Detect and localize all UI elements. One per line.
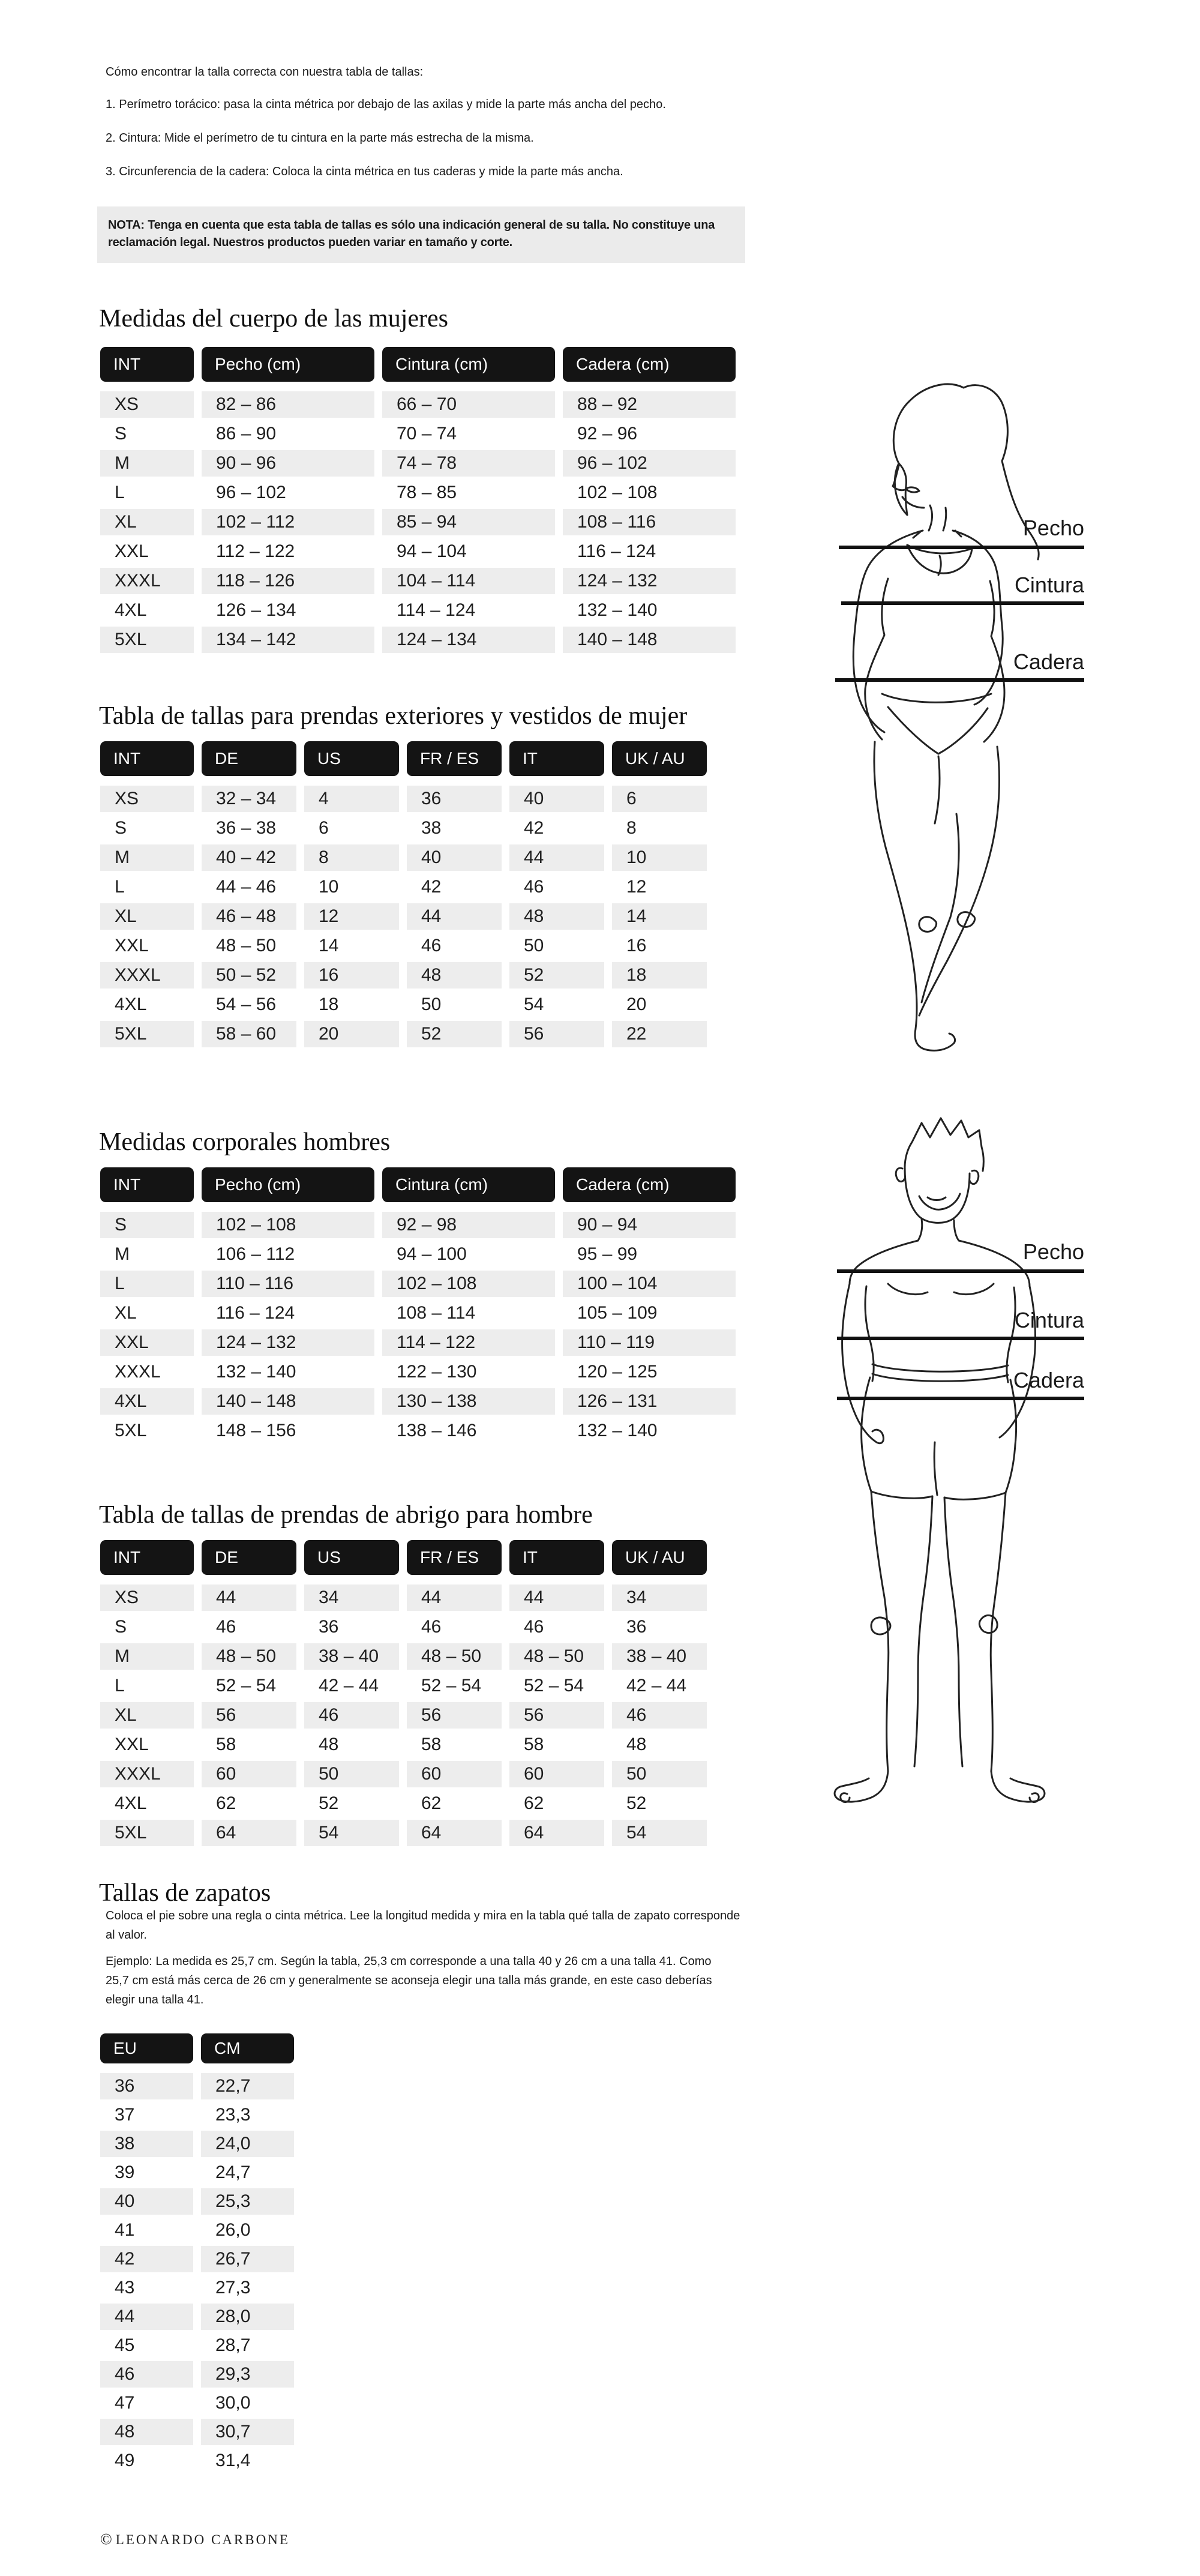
table-cell: XS — [100, 391, 194, 418]
table-cell: 52 — [407, 1021, 502, 1047]
table-cell: 40 — [509, 786, 604, 812]
shoes-table-rows — [100, 2073, 294, 2474]
table-cell: 20 — [626, 995, 647, 1014]
table-cell: 116 – 124 — [577, 541, 656, 561]
table-cell: 34 — [612, 1584, 707, 1611]
male-beard — [919, 1194, 960, 1209]
table-cell: 24,7 — [215, 2162, 251, 2182]
table-cell: 44 — [509, 1584, 604, 1611]
table-cell: 108 – 116 — [563, 509, 736, 535]
table-cell: 10 — [319, 877, 339, 897]
male-waistband — [872, 1364, 1008, 1381]
table-cell: 52 – 54 — [421, 1676, 482, 1696]
table-cell: 47 — [115, 2393, 135, 2413]
intro-step-waist: 2. Cintura: Mide el perímetro de tu cintura en la parte más estrecha de la misma. — [106, 131, 534, 145]
note-box: NOTA: Tenga en cuenta que esta tabla de tallas es sólo una indicación general de su talla. No constituye una reclamación legal. Nuestros productos pueden variar en tamaño y corte. — [97, 206, 745, 263]
table-cell: 22,7 — [201, 2073, 294, 2099]
women-body-table-rows — [100, 391, 736, 653]
table-cell: 48 — [319, 1735, 339, 1754]
table-cell: 14 — [612, 903, 707, 930]
table-cell: 50 — [612, 1761, 707, 1787]
table-cell: 48 – 50 — [216, 936, 277, 955]
table-cell: 132 – 140 — [216, 1362, 296, 1382]
table-cell: XXL — [115, 541, 149, 561]
column-header: IT — [509, 741, 604, 776]
male-shorts — [862, 1377, 1016, 1499]
table-cell: 46 — [100, 2361, 193, 2388]
table-cell: 90 – 94 — [563, 1212, 736, 1238]
men-outer-table-header — [100, 1540, 707, 1575]
column-header: UK / AU — [612, 741, 707, 776]
table-cell: 110 – 116 — [202, 1271, 374, 1297]
table-cell: 14 — [319, 936, 339, 955]
table-cell: L — [115, 877, 125, 897]
table-cell: XL — [100, 1702, 194, 1729]
female-inner-leg-lines — [922, 756, 959, 1002]
table-cell: 8 — [304, 844, 399, 871]
table-cell: 94 – 100 — [397, 1244, 467, 1264]
table-cell: 38 — [100, 2131, 193, 2157]
table-cell: 42 — [524, 818, 544, 838]
section-title-men-body: Medidas corporales hombres — [99, 1128, 391, 1156]
table-cell: 46 — [304, 1702, 399, 1729]
table-cell: 36 – 38 — [216, 818, 277, 838]
table-cell: M — [100, 450, 194, 477]
table-cell: XXL — [100, 1329, 194, 1356]
table-cell: 86 – 90 — [216, 424, 277, 444]
table-cell: 36 — [319, 1617, 339, 1637]
men-outer-table-rows — [100, 1584, 707, 1846]
table-cell: XL — [115, 1303, 137, 1323]
table-cell: 44 — [407, 1584, 502, 1611]
column-header: EU — [100, 2033, 193, 2063]
female-figure-illustration — [817, 358, 1087, 1060]
table-cell: 38 – 40 — [612, 1643, 707, 1670]
table-cell: 60 — [509, 1761, 604, 1787]
table-cell: 38 — [421, 818, 442, 838]
table-cell: 48 – 50 — [509, 1643, 604, 1670]
table-cell: XXL — [115, 936, 149, 955]
table-cell: 20 — [304, 1021, 399, 1047]
table-cell: 48 — [407, 962, 502, 989]
table-cell: 30,7 — [201, 2419, 294, 2445]
table-cell: 92 – 96 — [577, 424, 638, 444]
table-cell: 42 — [421, 877, 442, 897]
table-cell: 36 — [100, 2073, 193, 2099]
table-cell: 108 – 114 — [397, 1303, 476, 1323]
table-cell: 54 — [524, 995, 544, 1014]
column-header: INT — [100, 741, 194, 776]
table-cell: 43 — [115, 2278, 135, 2298]
table-cell: 39 — [115, 2162, 135, 2182]
women-outer-table-header — [100, 741, 707, 776]
female-lips — [906, 487, 919, 492]
table-cell: 124 – 132 — [202, 1329, 374, 1356]
table-cell: S — [115, 818, 127, 838]
table-cell: 120 – 125 — [577, 1362, 658, 1382]
male-left-foot — [835, 1771, 888, 1802]
male-neck-shoulders — [850, 1219, 1030, 1286]
footer-brand — [100, 2530, 290, 2548]
table-cell: 88 – 92 — [563, 391, 736, 418]
table-cell: 6 — [319, 818, 329, 838]
table-cell: 102 – 112 — [202, 509, 374, 535]
table-cell: 60 — [202, 1761, 296, 1787]
table-cell: 44 — [407, 903, 502, 930]
table-cell: 41 — [115, 2220, 135, 2240]
table-cell: 100 – 104 — [563, 1271, 736, 1297]
shoes-instruction-paragraph: Coloca el pie sobre una regla o cinta métrica. Lee la longitud medida y mira en la tabla qué talla de zapato corresponde al valor. — [106, 1909, 740, 1942]
table-cell: 105 – 109 — [577, 1303, 658, 1323]
table-cell: 96 – 102 — [216, 483, 286, 502]
column-header: INT — [100, 1167, 194, 1202]
table-cell: 5XL — [115, 1421, 147, 1440]
table-cell: L — [100, 1271, 194, 1297]
table-cell: 138 – 146 — [397, 1421, 477, 1440]
column-header: FR / ES — [407, 1540, 502, 1575]
table-cell: 50 — [524, 936, 544, 955]
table-cell: 46 — [216, 1617, 236, 1637]
female-left-foot — [915, 1029, 955, 1050]
table-cell: 5XL — [100, 1021, 194, 1047]
shoes-example-paragraph: Ejemplo: La medida es 25,7 cm. Según la tabla, 25,3 cm corresponde a una talla 40 y 26 cm a una talla 41. Como 25,7 cm está más cerca de 26 cm y generalmente se aconseja elegir una talla más grande, en este caso deberías elegir una talla 41. — [106, 1955, 712, 2006]
male-right-leg — [944, 1493, 1006, 1771]
table-cell: 94 – 104 — [397, 541, 467, 561]
table-cell: 124 – 132 — [563, 568, 736, 594]
hip-label: Cadera — [1013, 1368, 1084, 1392]
table-cell: S — [115, 1617, 127, 1637]
brand-name: LEONARDO CARBONE — [115, 2532, 290, 2547]
hip-label: Cadera — [1013, 649, 1084, 674]
column-header: INT — [100, 347, 194, 382]
table-cell: 114 – 124 — [397, 600, 476, 620]
table-cell: 4XL — [100, 1388, 194, 1415]
table-cell: 28,7 — [215, 2335, 251, 2355]
table-cell: 50 – 52 — [202, 962, 296, 989]
table-cell: S — [115, 424, 127, 444]
column-header: Cadera (cm) — [563, 347, 736, 382]
female-neck — [929, 505, 946, 531]
table-cell: 85 – 94 — [382, 509, 555, 535]
copyright-icon: © — [100, 2530, 112, 2548]
column-header: US — [304, 741, 399, 776]
table-cell: 78 – 85 — [397, 483, 457, 502]
table-cell: 18 — [612, 962, 707, 989]
men-body-table-header — [100, 1167, 736, 1202]
table-cell: 56 — [509, 1021, 604, 1047]
intro-heading: Cómo encontrar la talla correcta con nuestra tabla de tallas: — [106, 65, 424, 79]
table-cell: 62 — [524, 1793, 544, 1813]
female-bikini-top — [907, 531, 972, 575]
section-title-men-outer: Tabla de tallas de prendas de abrigo para hombre — [99, 1500, 593, 1529]
table-cell: XXXL — [115, 1362, 161, 1382]
table-cell: 50 — [421, 995, 442, 1014]
table-cell: 95 – 99 — [577, 1244, 638, 1264]
column-header: FR / ES — [407, 741, 502, 776]
male-left-leg — [871, 1491, 932, 1771]
waist-label: Cintura — [1014, 573, 1084, 597]
table-cell: 126 – 134 — [216, 600, 296, 620]
table-cell: 60 — [407, 1761, 502, 1787]
table-cell: 140 – 148 — [563, 627, 736, 653]
table-cell: 25,3 — [201, 2188, 294, 2215]
men-body-table-rows — [100, 1212, 736, 1444]
table-cell: 106 – 112 — [216, 1244, 295, 1264]
table-cell: L — [115, 483, 125, 502]
table-cell: S — [100, 1212, 194, 1238]
table-cell: 64 — [202, 1820, 296, 1846]
table-cell: 40 – 42 — [202, 844, 296, 871]
table-cell: 4 — [304, 786, 399, 812]
intro-step-hip: 3. Circunferencia de la cadera: Coloca la cinta métrica en tus caderas y mide la parte más ancha. — [106, 165, 623, 178]
table-cell: 46 — [524, 877, 544, 897]
table-cell: 44 — [202, 1584, 296, 1611]
table-cell: 134 – 142 — [202, 627, 374, 653]
female-bikini-bottom — [882, 694, 991, 754]
table-cell: 126 – 131 — [563, 1388, 736, 1415]
table-cell: 54 — [612, 1820, 707, 1846]
table-cell: 56 — [509, 1702, 604, 1729]
table-cell: 62 — [421, 1793, 442, 1813]
male-figure-illustration — [804, 1106, 1086, 1838]
table-cell: 27,3 — [215, 2278, 251, 2298]
table-cell: 36 — [626, 1617, 647, 1637]
table-cell: 110 – 119 — [563, 1329, 736, 1356]
table-cell: M — [100, 844, 194, 871]
table-cell: 56 — [407, 1702, 502, 1729]
table-cell: 48 – 50 — [407, 1643, 502, 1670]
column-header: DE — [202, 741, 296, 776]
table-cell: 132 – 140 — [577, 600, 658, 620]
table-cell: 46 — [524, 1617, 544, 1637]
table-cell: 46 — [421, 1617, 442, 1637]
table-cell: 31,4 — [215, 2451, 251, 2470]
chest-label: Pecho — [1022, 516, 1084, 540]
table-cell: 29,3 — [201, 2361, 294, 2388]
table-cell: 44 – 46 — [216, 877, 277, 897]
male-ears — [896, 1168, 979, 1184]
section-title-women-outer: Tabla de tallas para prendas exteriores y vestidos de mujer — [99, 702, 688, 730]
table-cell: 8 — [626, 818, 637, 838]
women-outer-table-rows — [100, 786, 707, 1047]
male-pecs — [888, 1284, 994, 1295]
column-header: DE — [202, 1540, 296, 1575]
male-right-foot — [991, 1771, 1045, 1802]
table-cell: 116 – 124 — [216, 1303, 295, 1323]
table-cell: 48 — [626, 1735, 647, 1754]
table-cell: 16 — [304, 962, 399, 989]
table-cell: 62 — [216, 1793, 236, 1813]
table-cell: 40 — [407, 844, 502, 871]
table-cell: 24,0 — [201, 2131, 294, 2157]
table-cell: 64 — [509, 1820, 604, 1846]
table-cell: 34 — [304, 1584, 399, 1611]
table-cell: 42 — [100, 2246, 193, 2272]
column-header: Cintura (cm) — [382, 1167, 555, 1202]
table-cell: 26,0 — [215, 2220, 251, 2240]
table-cell: M — [115, 1244, 130, 1264]
table-cell: 16 — [626, 936, 647, 955]
table-cell: 140 – 148 — [202, 1388, 374, 1415]
table-cell: 52 – 54 — [524, 1676, 584, 1696]
chest-label: Pecho — [1022, 1239, 1084, 1264]
column-header: Pecho (cm) — [202, 347, 374, 382]
table-cell: 148 – 156 — [216, 1421, 296, 1440]
table-cell: 42 – 44 — [319, 1676, 379, 1696]
table-cell: XXXL — [100, 568, 194, 594]
shoes-table-header — [100, 2033, 294, 2063]
table-cell: 46 — [612, 1702, 707, 1729]
table-cell: XXXL — [100, 1761, 194, 1787]
section-title-women-body: Medidas del cuerpo de las mujeres — [99, 304, 448, 333]
table-cell: 52 — [509, 962, 604, 989]
table-cell: XL — [100, 903, 194, 930]
table-cell: 58 — [524, 1735, 544, 1754]
table-cell: 54 — [304, 1820, 399, 1846]
column-header: IT — [509, 1540, 604, 1575]
intro-step-chest: 1. Perímetro torácico: pasa la cinta métrica por debajo de las axilas y mide la parte más ancha del pecho. — [106, 98, 666, 111]
column-header: Cintura (cm) — [382, 347, 555, 382]
table-cell: 44 — [509, 844, 604, 871]
table-cell: 104 – 114 — [382, 568, 555, 594]
table-cell: 74 – 78 — [382, 450, 555, 477]
column-header: Cadera (cm) — [563, 1167, 736, 1202]
table-cell: 45 — [115, 2335, 135, 2355]
table-cell: 23,3 — [215, 2105, 251, 2125]
table-cell: L — [115, 1676, 125, 1696]
table-cell: 102 – 108 — [577, 483, 658, 502]
table-cell: 4XL — [115, 995, 147, 1014]
table-cell: 48 — [509, 903, 604, 930]
table-cell: XL — [100, 509, 194, 535]
female-right-leg — [919, 747, 999, 1016]
table-cell: 64 — [407, 1820, 502, 1846]
column-header: Pecho (cm) — [202, 1167, 374, 1202]
table-cell: 12 — [304, 903, 399, 930]
column-header: UK / AU — [612, 1540, 707, 1575]
table-cell: 30,0 — [215, 2393, 251, 2413]
waist-label: Cintura — [1014, 1308, 1084, 1332]
table-cell: 52 — [626, 1793, 647, 1813]
table-cell: 132 – 140 — [577, 1421, 658, 1440]
table-cell: 58 – 60 — [202, 1021, 296, 1047]
column-header: CM — [201, 2033, 294, 2063]
table-cell: 46 — [421, 936, 442, 955]
table-cell: 54 – 56 — [216, 995, 277, 1014]
table-cell: 5XL — [100, 1820, 194, 1846]
table-cell: 40 — [100, 2188, 193, 2215]
table-cell: 50 — [304, 1761, 399, 1787]
table-cell: 58 — [216, 1735, 236, 1754]
table-cell: 114 – 122 — [382, 1329, 555, 1356]
table-cell: M — [100, 1643, 194, 1670]
table-cell: 70 – 74 — [397, 424, 457, 444]
table-cell: 112 – 122 — [216, 541, 295, 561]
table-cell: 5XL — [100, 627, 194, 653]
male-knee-loops — [871, 1615, 997, 1634]
table-cell: XS — [100, 786, 194, 812]
table-cell: 66 – 70 — [382, 391, 555, 418]
table-cell: 49 — [115, 2451, 135, 2470]
column-header: INT — [100, 1540, 194, 1575]
section-title-shoes: Tallas de zapatos — [99, 1879, 271, 1907]
female-left-leg — [874, 742, 917, 1029]
table-cell: XXL — [115, 1735, 149, 1754]
table-cell: 48 — [100, 2419, 193, 2445]
table-cell: 32 – 34 — [202, 786, 296, 812]
table-cell: 90 – 96 — [202, 450, 374, 477]
table-cell: 12 — [626, 877, 647, 897]
table-cell: 22 — [612, 1021, 707, 1047]
table-cell: 102 – 108 — [202, 1212, 374, 1238]
table-cell: 92 – 98 — [382, 1212, 555, 1238]
column-header: US — [304, 1540, 399, 1575]
table-cell: 46 – 48 — [202, 903, 296, 930]
table-cell: 37 — [115, 2105, 135, 2125]
table-cell: 18 — [319, 995, 339, 1014]
table-cell: 52 — [319, 1793, 339, 1813]
male-hair — [905, 1118, 983, 1171]
table-cell: 122 – 130 — [397, 1362, 477, 1382]
table-cell: 56 — [202, 1702, 296, 1729]
table-cell: XS — [100, 1584, 194, 1611]
table-cell: 4XL — [115, 600, 147, 620]
table-cell: 52 – 54 — [216, 1676, 277, 1696]
table-cell: 124 – 134 — [382, 627, 555, 653]
table-cell: XXXL — [100, 962, 194, 989]
table-cell: 82 – 86 — [202, 391, 374, 418]
table-cell: 26,7 — [201, 2246, 294, 2272]
table-cell: 118 – 126 — [202, 568, 374, 594]
table-cell: 36 — [407, 786, 502, 812]
table-cell: 48 – 50 — [202, 1643, 296, 1670]
table-cell: 6 — [612, 786, 707, 812]
table-cell: 44 — [100, 2304, 193, 2330]
table-cell: 4XL — [115, 1793, 147, 1813]
table-cell: 102 – 108 — [382, 1271, 555, 1297]
table-cell: 28,0 — [201, 2304, 294, 2330]
table-cell: 130 – 138 — [382, 1388, 555, 1415]
table-cell: 96 – 102 — [563, 450, 736, 477]
table-cell: 58 — [421, 1735, 442, 1754]
table-cell: 10 — [612, 844, 707, 871]
women-body-table-header — [100, 347, 736, 382]
table-cell: 38 – 40 — [304, 1643, 399, 1670]
table-cell: 42 – 44 — [626, 1676, 687, 1696]
